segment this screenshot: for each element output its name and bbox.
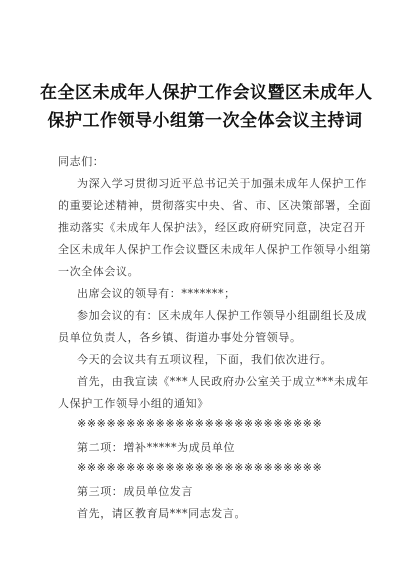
paragraph-line: 今天的会议共有五项议程，下面，我们依次进行。 (77, 353, 333, 366)
paragraph-line: 员单位负责人，各乡镇、街道办事处分管领导。 (58, 331, 302, 344)
paragraph-line: 全区未成年人保护工作会议暨区未成年人保护工作领导小组第 (58, 243, 372, 256)
separator-line: ※※※※※※※※※※※※※※※※※※※※※※※※※ (77, 417, 323, 430)
document-title-line-1: 在全区未成年人保护工作会议暨区未成年人 (40, 83, 373, 103)
document-title-line-2: 保护工作领导小组第一次全体会议主持词 (47, 111, 363, 131)
separator-line: ※※※※※※※※※※※※※※※※※※※※※※※※※ (77, 461, 323, 474)
paragraph-line: 一次全体会议。 (58, 265, 140, 278)
paragraph-line: 首先，请区教育局***同志发言。 (77, 507, 247, 520)
paragraph-line: 推动落实《未成年人保护法》，经区政府研究同意，决定召开 (58, 221, 366, 234)
paragraph-line: 出席会议的领导有：*******； (77, 287, 236, 300)
paragraph-line: 人保护工作领导小组的通知》 (58, 397, 209, 410)
paragraph-line: 参加会议的有：区未成年人保护工作领导小组副组长及成 (77, 309, 367, 322)
paragraph-line: 第三项：成员单位发言 (77, 485, 193, 498)
salutation: 同志们： (58, 155, 105, 168)
paragraph-line: 为深入学习贯彻习近平总书记关于加强未成年人保护工作 (77, 177, 367, 190)
paragraph-line: 的重要论述精神，贯彻落实中央、省、市、区决策部署，全面 (58, 199, 372, 212)
paragraph-line: 首先，由我宣读《***人民政府办公室关于成立***未成年 (77, 375, 369, 388)
paragraph-line: 第二项：增补*****为成员单位 (77, 441, 236, 454)
